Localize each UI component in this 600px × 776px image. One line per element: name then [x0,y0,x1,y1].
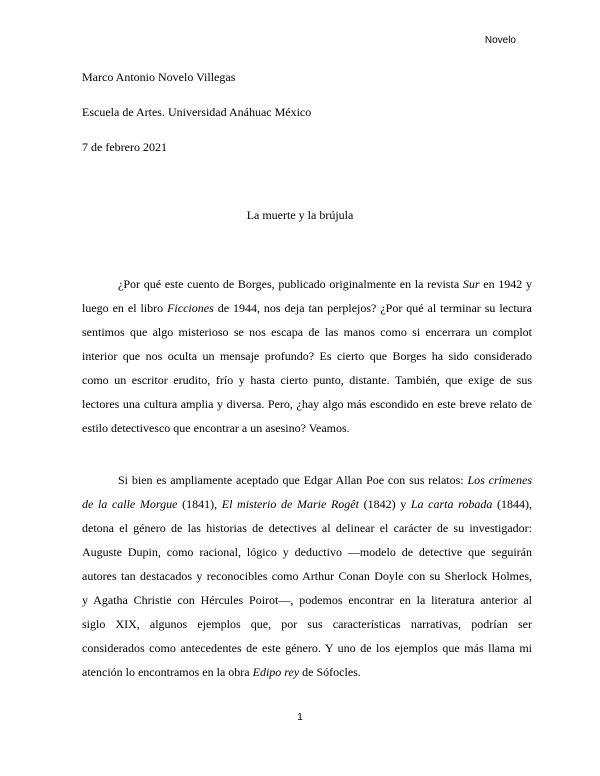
italic-title: Los crímenes [467,473,532,487]
text-line: atención lo encontramos en la obra Edipo rey de Sófocles. [82,665,361,679]
text-line: autores tan destacados y reconocibles como Arthur Conan Doyle con su Sherlock Holmes, [82,569,532,583]
text-line: como un escritor erudito, frío y hasta cierto punto, distante. También, que exige de sus [82,373,532,387]
running-header: Novelo [484,35,516,46]
text-line: estilo detectivesco que encontrar a un asesino? Veamos. [82,421,350,435]
author-line: Marco Antonio Novelo Villegas [82,70,236,84]
text-line: y Agatha Christie con Hércules Poirot—, podemos encontrar en la literatura anterior al [82,593,532,607]
italic-title: El misterio de Marie Rogêt [221,497,359,511]
text-line: Auguste Dupin, como racional, lógico y deductivo —modelo de detective que seguirán [82,545,532,559]
italic-title: Edipo rey [252,665,300,679]
text-line: de la calle Morgue (1841), El misterio de Marie Rogêt (1842) y La carta robada (1844), [82,497,533,511]
text-line: considerados como antecedentes de este género. Y uno de los ejemplos que más llama mi [82,641,532,655]
paragraph-1 [82,272,532,440]
page-number: 1 [297,712,303,723]
italic-title: La carta robada [410,497,493,511]
text-line: ¿Por qué este cuento de Borges, publicado originalmente en la revista Sur en 1942 y [118,277,532,291]
italic-title: Sur [462,277,480,291]
text-line: lectores una cultura amplia y diversa. Pero, ¿hay algo más escondido en este breve relato de [82,397,532,411]
date-line: 7 de febrero 2021 [82,140,167,154]
italic-title: de la calle Morgue [82,497,178,511]
paragraph-2 [82,468,532,684]
italic-title: Ficciones [167,301,214,315]
text-line: luego en el libro Ficciones de 1944, nos deja tan perplejos? ¿Por qué al terminar su lectura [82,301,532,315]
text-line: sentimos que algo misterioso se nos escapa de las manos como si encerrara un complot [82,325,532,339]
text-line: interior que nos oculta un mensaje profundo? Es cierto que Borges ha sido considerado [82,349,532,363]
essay-title: La muerte y la brújula [246,208,354,222]
text-line: Si bien es ampliamente aceptado que Edgar Allan Poe con sus relatos: Los crímenes [118,473,532,487]
institution-line: Escuela de Artes. Universidad Anáhuac México [82,105,312,119]
text-line: detona el género de las historias de detectives al delinear el carácter de su investigador: [82,521,532,535]
text-line: siglo XIX, algunos ejemplos que, por sus características narrativas, podrían ser [82,617,532,631]
